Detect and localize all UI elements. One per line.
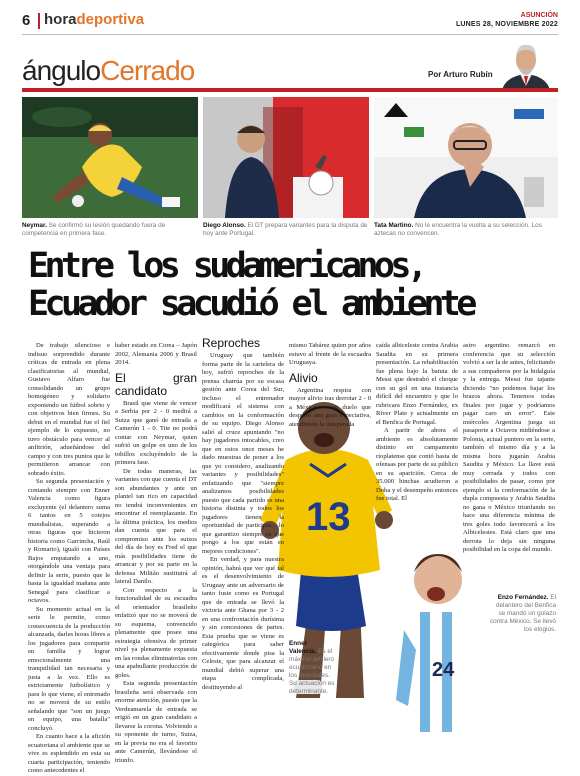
photo-tata-martino — [374, 97, 558, 218]
caption-name: Enner Valencia. — [289, 640, 317, 655]
brand-prefix: hora — [44, 11, 77, 28]
paragraph: haber estado en Corea – Japón 2002, Alemania 2006 y Brasil 2014. — [115, 342, 197, 366]
headline — [28, 247, 558, 323]
article-column-4 — [289, 342, 371, 429]
paragraph: En cuanto hace a la afición ecuatoriana el ambiente que se vive es esplendido en esta su cuarta participación, teniendo como antecedentes el — [28, 733, 110, 774]
photo-neymar — [22, 97, 198, 218]
caption-name: Tata Martino. — [374, 222, 414, 229]
paragraph: Con respecto a la funcionalidad de su escuadra el orientador brasileño enfatizó que no se moverá de su esquema, convencido plenamente que posee una estrategia ofensiva de primer nivel ya plenamente expuesta en las rondas eliminatorias con una apabullante producción de goles. — [115, 586, 197, 679]
paragraph: Esta segunda presentación brasileña será observada con enorme atención, puesto que la Verdeamarela de entrada se erigió en un gran candidato a llevarse la corona. Volviendo a su oponente de turno, Suiza, en la previa no era el favorito ante Camerún, llevándose el triunfo. — [115, 680, 197, 764]
jersey-number-valencia: 13 — [306, 495, 351, 539]
subheading-alivio: Alivio — [289, 370, 318, 385]
photo-diego-alonso — [203, 97, 369, 218]
header-divider — [38, 13, 40, 29]
caption-name: Neymar. — [22, 222, 47, 229]
brand-logo — [44, 11, 144, 28]
page-number: 6 — [22, 12, 31, 29]
caption-text: Se confirmó su lesión quedando fuera de competencia en primera fase. — [22, 222, 166, 237]
article-column-1 — [28, 342, 110, 776]
paragraph: De trabajo silencioso e indisuo sorprendido durante críticas de entrada en plena clasificatorias al mundial, Gustavo Alfaro fue consolidando un grupo homogéneo y solidario exponiendo un fútbol sobrio y con objetivos bien firmes. Su debut en el mundial fue el fiel ejemplo de lo expuesto, no tuvo obstáculo para vencer al anfitrión, adueñándose del campo y con tres puntos que le permitieron arrancar con sobrado éxito. — [28, 342, 110, 477]
subheading-el-gran-candidato: El gran candidato — [115, 370, 197, 398]
brand-suffix: deportiva — [76, 11, 145, 28]
paragraph: Su momento actual en la serie le permite, como consecuencia de la producción alcanzada, darles horas libres a los jugadores para compartir en familia y lograr emocionalmente una tranquilidad tan necesaria y justa a la vez. Ello es estrictamente futbolístico y para lo que viene, el entrenado no se moverá de su estilo señalando que "son un juego en equipo, una batalla" concluyó. — [28, 605, 110, 732]
headline-line-1: Entre los sudamericanos, — [28, 246, 424, 286]
headline-line-2: Ecuador sacudió el ambiente — [28, 284, 473, 324]
section-prefix: ángulo — [22, 55, 101, 86]
paragraph: Uruguay que también forma parte de la cartelera de hoy, sufrió reproches de la prensa charrúa por su escasa gestión ante Corea del Sur, incluso el entrenador modificará el sistema con cambios en la conformación de su equipo. Diego Alonso salió al cruce apuntando "no hay jugadores intocables, creo que en estos once meses he dado muestras de poner a los que yo considero, analizando variantes y posibilidades" enfatizando que "siempre analizamos posibilidades puesto que cada partido es una historia distinta y todos los jugadores tienen la oportunidad de participar... lo que garantizo siempre es que pongo a los que están en mejores condiciones". — [202, 352, 284, 555]
paragraph: En verdad, y para nuestra opinión, habrá que ver qué tal es el desenvolvimiento de Uruguay ante un adversario de tanto fuste como es Portugal que de entrada se llevó la victoria ante Ghana por 3 - 2 en una confrontación durísima y sin concesiones de partes. Esta prueba que se viene es categórica para saber efectivamente donde pisa la Celeste, que para alcanzar el mundial debió superar una etapa complicada, destituyendo al — [202, 556, 284, 691]
article-column-6 — [463, 342, 555, 555]
paragraph: Su segunda presentación y contando siempre con Enner Valencia como figura excluyente (el delantero suma 6 tantos en 5 cotejos mundialistas, superando a otras figuras que hicieron historia como Garrincha, Raúl y Romario), igualó con Países Bajos empatando a uno, otorgándole una ventaja para definir la serie, puesto que le basta la igualdad mañana ante Senegal para clasificar a octavos. — [28, 478, 110, 604]
article-column-2 — [115, 342, 197, 765]
paragraph: astro argentino remarcó en conferencia que su selección volvió a ser la de antes, felicitando a sus compañeros por la hidalguía y la entrega. Messi fue tajante diciendo "no podemos bajar los brazos ahora. Tenemos todas finales por jugar y podríamos pagar caro un error". Este miércoles Argentina juega su pasaporte a Octavos midiéndose a Polonia, actual puntero en la serie, también el mismo día y a la misma hora jugarán Arabia Saudita y México. La llave está muy cerrada y todos con posibilidades de pasar, como por ejemplo si la conformación de la dupla compuesta y Arabia Saudita no gana o México triunfando no hace una diferencia mínima de tres goles todo favorecerá a los Albicelestes. Está claro que una derrota lo deja sin ninguna posibilidad en la copa del mundo. — [463, 342, 555, 553]
subheading-reproches: Reproches — [202, 336, 261, 350]
paragraph: A partir de ahora el ambiente es absolutamente distinto en campamento rioplatense que contó hasta de ofensas por parte de su público en su aparición. Cerca de 35.000 hinchas acudieron a Doha y el desempeño entonces fue total. El — [376, 427, 458, 502]
caption-diego-alonso — [203, 222, 369, 238]
jersey-number-enzo: 24 — [432, 659, 455, 681]
paragraph: mismo Tabárez quien por años estuvo al frente de la escuadra Uruguaya. — [289, 342, 371, 366]
paragraph: caída albiceleste contra Arabia Saudita en su primera presentación. La rehabilitación fue plena bajo la batuta de Messi que destrabó el choque con su gol en una instancia difícil del encuentro y que lo rubricara Enzo Fernández, ex River Plate y actualmente en el Benfica de Portugal. — [376, 342, 458, 426]
date-label: LUNES 28, NOVIEMBRE 2022 — [455, 21, 558, 28]
columnist-portrait — [498, 40, 554, 90]
caption-name: Enzo Fernández. — [497, 594, 549, 601]
article-column-5 — [376, 342, 458, 504]
caption-enner-valencia — [289, 640, 335, 696]
section-title — [22, 55, 194, 87]
header-rule — [22, 34, 558, 35]
caption-enzo-fernandez — [488, 594, 556, 634]
caption-text: El DT prepara variantes para la disputa de hoy ante Portugal. — [203, 222, 368, 237]
caption-neymar — [22, 222, 198, 238]
paragraph: Argentina respira con mayor alivio tras derrotar 2 - 0 a México en un duelo que despertó una gran expectativa, atendiendo la inesperada — [289, 386, 371, 428]
section-rule — [22, 88, 558, 92]
caption-tata-martino — [374, 222, 558, 238]
byline: Por Arturo Rubín — [428, 70, 493, 79]
paragraph: Brasil que viene de vencer a Serbia por 2 - 0 medirá a Suiza que ganó de entrada a Camerún 1 - 0. Tite no podrá contar con Neymar, quien sufrió un golpe en uno de los tobillos excluyéndolo de la primera fase. — [115, 399, 197, 466]
caption-text: No le encuentra la vuelta a su selección. Los aztecas no convencen. — [374, 222, 542, 237]
article-column-3 — [202, 337, 284, 692]
city-label: ASUNCIÓN — [520, 12, 558, 19]
caption-text: Es el máximo artillero ecuatoriano en los mundiales. Su actuación es determinante. — [289, 648, 335, 695]
caption-name: Diego Alonso. — [203, 222, 246, 229]
paragraph: De todas maneras, las variantes con que cuenta el DT son abundantes y ante un plantel tan rico en capacidad no tendrá inconvenientes en encontrar el reemplazante. En la última práctica, los medios dan cuenta que para el compromiso ante los suizos del día de hoy es Fred el que más posibilidades tiene de arrancar y por su parte en la defensa Militão sustituirá al lateral Danilo. — [115, 467, 197, 585]
section-suffix: Cerrado — [100, 55, 195, 86]
caption-text: El delantero del Benfica se mandó un golazo contra México. Se llevó los elogios. — [489, 594, 556, 633]
